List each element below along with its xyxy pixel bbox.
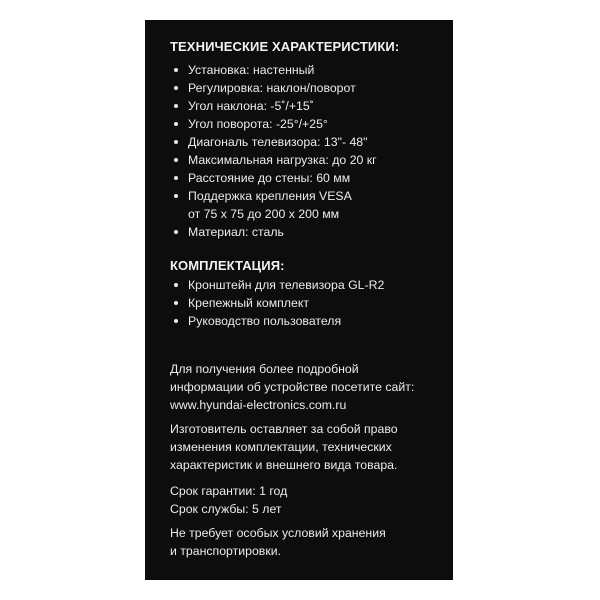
bullet-icon xyxy=(174,140,178,144)
list-item xyxy=(170,223,445,241)
bullet-icon xyxy=(174,86,178,90)
bullet-icon xyxy=(174,176,178,180)
list-item xyxy=(170,169,445,187)
list-item xyxy=(170,294,445,312)
item-text: Угол наклона: -5˚/+15˚ xyxy=(188,99,314,113)
info-paragraph xyxy=(170,360,445,414)
bullet-icon xyxy=(174,122,178,126)
item-text: Поддержка крепления VESA xyxy=(188,189,352,203)
specs-list xyxy=(170,61,445,241)
item-text: Крепежный комплект xyxy=(188,296,309,310)
text-line: изменения комплектации, технических xyxy=(170,440,392,454)
text-line: характеристик и внешнего вида товара. xyxy=(170,458,398,472)
item-text: Материал: сталь xyxy=(188,225,284,239)
text-line: Не требует особых условий хранения xyxy=(170,526,386,540)
bullet-icon xyxy=(174,194,178,198)
package-list xyxy=(170,276,445,330)
item-text: Угол поворота: -25°/+25° xyxy=(188,117,328,131)
list-item xyxy=(170,79,445,97)
bullet-icon xyxy=(174,319,178,323)
service-life: Срок службы: 5 лет xyxy=(170,502,282,516)
item-text: Кронштейн для телевизора GL-R2 xyxy=(188,278,385,292)
bullet-icon xyxy=(174,283,178,287)
list-item xyxy=(170,133,445,151)
warranty-period: Срок гарантии: 1 год xyxy=(170,484,288,498)
item-text: Расстояние до стены: 60 мм xyxy=(188,171,351,185)
list-item xyxy=(170,276,445,294)
product-info-panel xyxy=(145,20,453,580)
text-line: информации об устройстве посетите сайт: xyxy=(170,380,415,394)
text-line: и транспортировки. xyxy=(170,544,281,558)
website-link: www.hyundai-electronics.com.ru xyxy=(170,398,347,412)
text-line: Для получения более подробной xyxy=(170,362,359,376)
bullet-icon xyxy=(174,104,178,108)
bullet-icon xyxy=(174,230,178,234)
bullet-icon xyxy=(174,68,178,72)
warranty-paragraph xyxy=(170,482,445,518)
item-text: Максимальная нагрузка: до 20 кг xyxy=(188,153,377,167)
storage-paragraph xyxy=(170,524,445,560)
list-item xyxy=(170,312,445,330)
specs-heading: ТЕХНИЧЕСКИЕ ХАРАКТЕРИСТИКИ: xyxy=(170,39,400,54)
item-text: Установка: настенный xyxy=(188,63,315,77)
text-line: Изготовитель оставляет за собой право xyxy=(170,422,398,436)
item-text: Руководство пользователя xyxy=(188,314,342,328)
list-item xyxy=(170,151,445,169)
disclaimer-paragraph xyxy=(170,420,445,474)
list-item xyxy=(170,97,445,115)
list-item xyxy=(170,115,445,133)
list-item xyxy=(170,61,445,79)
bullet-icon xyxy=(174,158,178,162)
package-heading: КОМПЛЕКТАЦИЯ: xyxy=(170,258,285,273)
item-text: Диагональ телевизора: 13"- 48" xyxy=(188,135,368,149)
item-text: от 75 х 75 до 200 х 200 мм xyxy=(188,207,340,221)
bullet-icon xyxy=(174,301,178,305)
item-text: Регулировка: наклон/поворот xyxy=(188,81,356,95)
list-item xyxy=(170,187,445,223)
